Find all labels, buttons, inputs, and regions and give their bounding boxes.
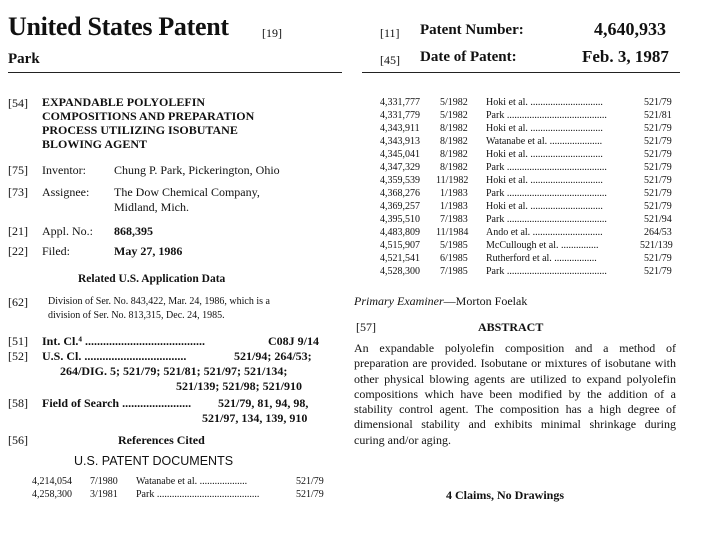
cited-class: 521/79 — [644, 149, 672, 160]
patent-number: 4,640,933 — [594, 19, 666, 39]
cited-row — [380, 188, 680, 201]
cited-class: 521/79 — [644, 97, 672, 108]
abstract-text: An expandable polyolefin composition and a method of preparation are provided. Isobutane or mixtures of isobutane with other physical blowing agents are utilized to expand polyolefin compositions which have been modified by the addition of a stability control agent. The composition has a high degree of dimensional stability and exhibits minimal shrinkage during curing and/or aging. — [354, 341, 676, 447]
field-label: Field of Search ....................... — [42, 396, 192, 410]
cited-name: Hoki et al. ............................. — [486, 175, 603, 186]
cited-number: 4,343,913 — [380, 136, 420, 147]
cited-class: 521/79 — [644, 175, 672, 186]
invention-title-line: COMPOSITIONS AND PREPARATION — [42, 109, 255, 123]
us-doc-name: Park ......................................... — [136, 489, 260, 500]
cited-class: 521/79 — [644, 188, 672, 199]
primary-examiner — [354, 294, 527, 309]
cited-date: 8/1982 — [440, 123, 468, 134]
cited-name: Hoki et al. ............................. — [486, 201, 603, 212]
cited-number: 4,528,300 — [380, 266, 420, 277]
cited-row — [380, 162, 680, 175]
us-doc-number: 4,258,300 — [32, 489, 72, 500]
cited-date: 11/1984 — [436, 227, 469, 238]
cited-name: Watanabe et al. ..................... — [486, 136, 603, 147]
us-doc-row — [32, 476, 332, 489]
cited-name: Ando et al. ............................ — [486, 227, 603, 238]
appl-code: [21] — [8, 224, 28, 238]
title-code: [19] — [262, 26, 282, 40]
us-doc-date: 7/1980 — [90, 476, 118, 487]
cited-number: 4,395,510 — [380, 214, 420, 225]
us-docs-heading: U.S. PATENT DOCUMENTS — [74, 454, 234, 468]
filed-value: May 27, 1986 — [114, 244, 183, 258]
patent-number-code: [11] — [380, 26, 400, 40]
cited-name: Park ........................................ — [486, 162, 607, 173]
field-line1: 521/79, 81, 94, 98, — [218, 396, 309, 410]
cited-class: 521/94 — [644, 214, 672, 225]
cited-row — [380, 266, 680, 279]
assignee-code: [73] — [8, 185, 28, 199]
intcl-value: C08J 9/14 — [268, 334, 319, 348]
assignee-line2: Midland, Mich. — [114, 200, 189, 214]
header-rule-right — [362, 72, 680, 73]
cited-number: 4,331,777 — [380, 97, 420, 108]
cited-date: 8/1982 — [440, 149, 468, 160]
cited-date: 7/1985 — [440, 266, 468, 277]
patent-title: United States Patent — [8, 12, 229, 41]
title-field-code: [54] — [8, 96, 28, 110]
abstract-heading: ABSTRACT — [478, 320, 544, 334]
examiner-label: Primary Examiner — [354, 294, 444, 308]
refs-code: [56] — [8, 433, 28, 447]
invention-title-line: PROCESS UTILIZING ISOBUTANE — [42, 123, 238, 137]
cited-row — [380, 123, 680, 136]
inventor-label: Inventor: — [42, 163, 86, 177]
cited-number: 4,368,276 — [380, 188, 420, 199]
cited-date: 1/1983 — [440, 201, 468, 212]
cited-number: 4,359,539 — [380, 175, 420, 186]
filed-label: Filed: — [42, 244, 71, 258]
cited-row — [380, 201, 680, 214]
cited-class: 521/79 — [644, 123, 672, 134]
us-doc-row — [32, 489, 332, 502]
cited-date: 6/1985 — [440, 253, 468, 264]
cited-number: 4,343,911 — [380, 123, 420, 134]
cited-row — [380, 149, 680, 162]
cited-class: 264/53 — [644, 227, 672, 238]
field-line2: 521/97, 134, 139, 910 — [202, 411, 308, 425]
uscl-line2: 264/DIG. 5; 521/79; 521/81; 521/97; 521/134; — [60, 364, 288, 378]
uscl-code: [52] — [8, 349, 28, 363]
cited-class: 521/139 — [640, 240, 673, 251]
us-doc-class: 521/79 — [296, 476, 324, 487]
cited-name: McCullough et al. ............... — [486, 240, 599, 251]
cited-class: 521/79 — [644, 162, 672, 173]
cited-name: Park ........................................ — [486, 214, 607, 225]
cited-name: Hoki et al. ............................. — [486, 97, 603, 108]
appl-label: Appl. No.: — [42, 224, 93, 238]
cited-class: 521/81 — [644, 110, 672, 121]
examiner-name: —Morton Foelak — [443, 294, 528, 308]
claims-summary: 4 Claims, No Drawings — [446, 488, 565, 502]
cited-class: 521/79 — [644, 136, 672, 147]
patent-number-label: Patent Number: — [420, 22, 524, 38]
date-label: Date of Patent: — [420, 49, 517, 65]
division-line2: division of Ser. No. 813,315, Dec. 24, 1985. — [48, 310, 225, 321]
cited-name: Park ........................................ — [486, 266, 607, 277]
cited-class: 521/79 — [644, 201, 672, 212]
cited-number: 4,515,907 — [380, 240, 420, 251]
cited-row — [380, 227, 680, 240]
cited-name: Rutherford et al. ................. — [486, 253, 597, 264]
us-doc-number: 4,214,054 — [32, 476, 72, 487]
cited-date: 5/1982 — [440, 97, 468, 108]
cited-row — [380, 175, 680, 188]
uscl-label: U.S. Cl. .................................. — [42, 349, 187, 363]
division-line1: Division of Ser. No. 843,422, Mar. 24, 1986, which is a — [48, 296, 270, 307]
cited-name: Park ........................................ — [486, 188, 607, 199]
patent-date: Feb. 3, 1987 — [582, 47, 669, 66]
cited-date: 7/1983 — [440, 214, 468, 225]
inventor-short: Park — [8, 51, 40, 67]
cited-row — [380, 240, 680, 253]
invention-title — [42, 95, 254, 151]
cited-row — [380, 97, 680, 110]
cited-date: 1/1983 — [440, 188, 468, 199]
us-doc-class: 521/79 — [296, 489, 324, 500]
cited-row — [380, 253, 680, 266]
cited-number: 4,347,329 — [380, 162, 420, 173]
field-code: [58] — [8, 396, 28, 410]
cited-number: 4,483,809 — [380, 227, 420, 238]
cited-name: Hoki et al. ............................. — [486, 149, 603, 160]
assignee-line1: The Dow Chemical Company, — [114, 185, 260, 199]
inventor-value: Chung P. Park, Pickerington, Ohio — [114, 163, 280, 177]
cited-row — [380, 110, 680, 123]
intcl-code: [51] — [8, 334, 28, 348]
cited-date: 8/1982 — [440, 162, 468, 173]
appl-value: 868,395 — [114, 224, 153, 238]
refs-heading: References Cited — [118, 433, 205, 447]
date-code: [45] — [380, 53, 400, 67]
invention-title-line: EXPANDABLE POLYOLEFIN — [42, 95, 206, 109]
cited-name: Hoki et al. ............................. — [486, 123, 603, 134]
intcl-label: Int. Cl.⁴ ........................................ — [42, 334, 205, 348]
assignee-label: Assignee: — [42, 185, 90, 199]
cited-date: 11/1982 — [436, 175, 469, 186]
inventor-code: [75] — [8, 163, 28, 177]
cited-row — [380, 136, 680, 149]
cited-number: 4,369,257 — [380, 201, 420, 212]
cited-date: 8/1982 — [440, 136, 468, 147]
cited-number: 4,345,041 — [380, 149, 420, 160]
filed-code: [22] — [8, 244, 28, 258]
cited-number: 4,331,779 — [380, 110, 420, 121]
cited-class: 521/79 — [644, 266, 672, 277]
abstract-code: [57] — [356, 320, 376, 334]
related-heading: Related U.S. Application Data — [78, 273, 226, 285]
header-rule-left — [8, 72, 342, 73]
uscl-line1: 521/94; 264/53; — [234, 349, 312, 363]
cited-name: Park ........................................ — [486, 110, 607, 121]
cited-date: 5/1985 — [440, 240, 468, 251]
cited-date: 5/1982 — [440, 110, 468, 121]
cited-row — [380, 214, 680, 227]
division-code: [62] — [8, 295, 28, 309]
us-doc-name: Watanabe et al. ................... — [136, 476, 248, 487]
cited-class: 521/79 — [644, 253, 672, 264]
invention-title-line: BLOWING AGENT — [42, 137, 148, 151]
cited-number: 4,521,541 — [380, 253, 420, 264]
us-doc-date: 3/1981 — [90, 489, 118, 500]
uscl-line3: 521/139; 521/98; 521/910 — [176, 379, 302, 393]
